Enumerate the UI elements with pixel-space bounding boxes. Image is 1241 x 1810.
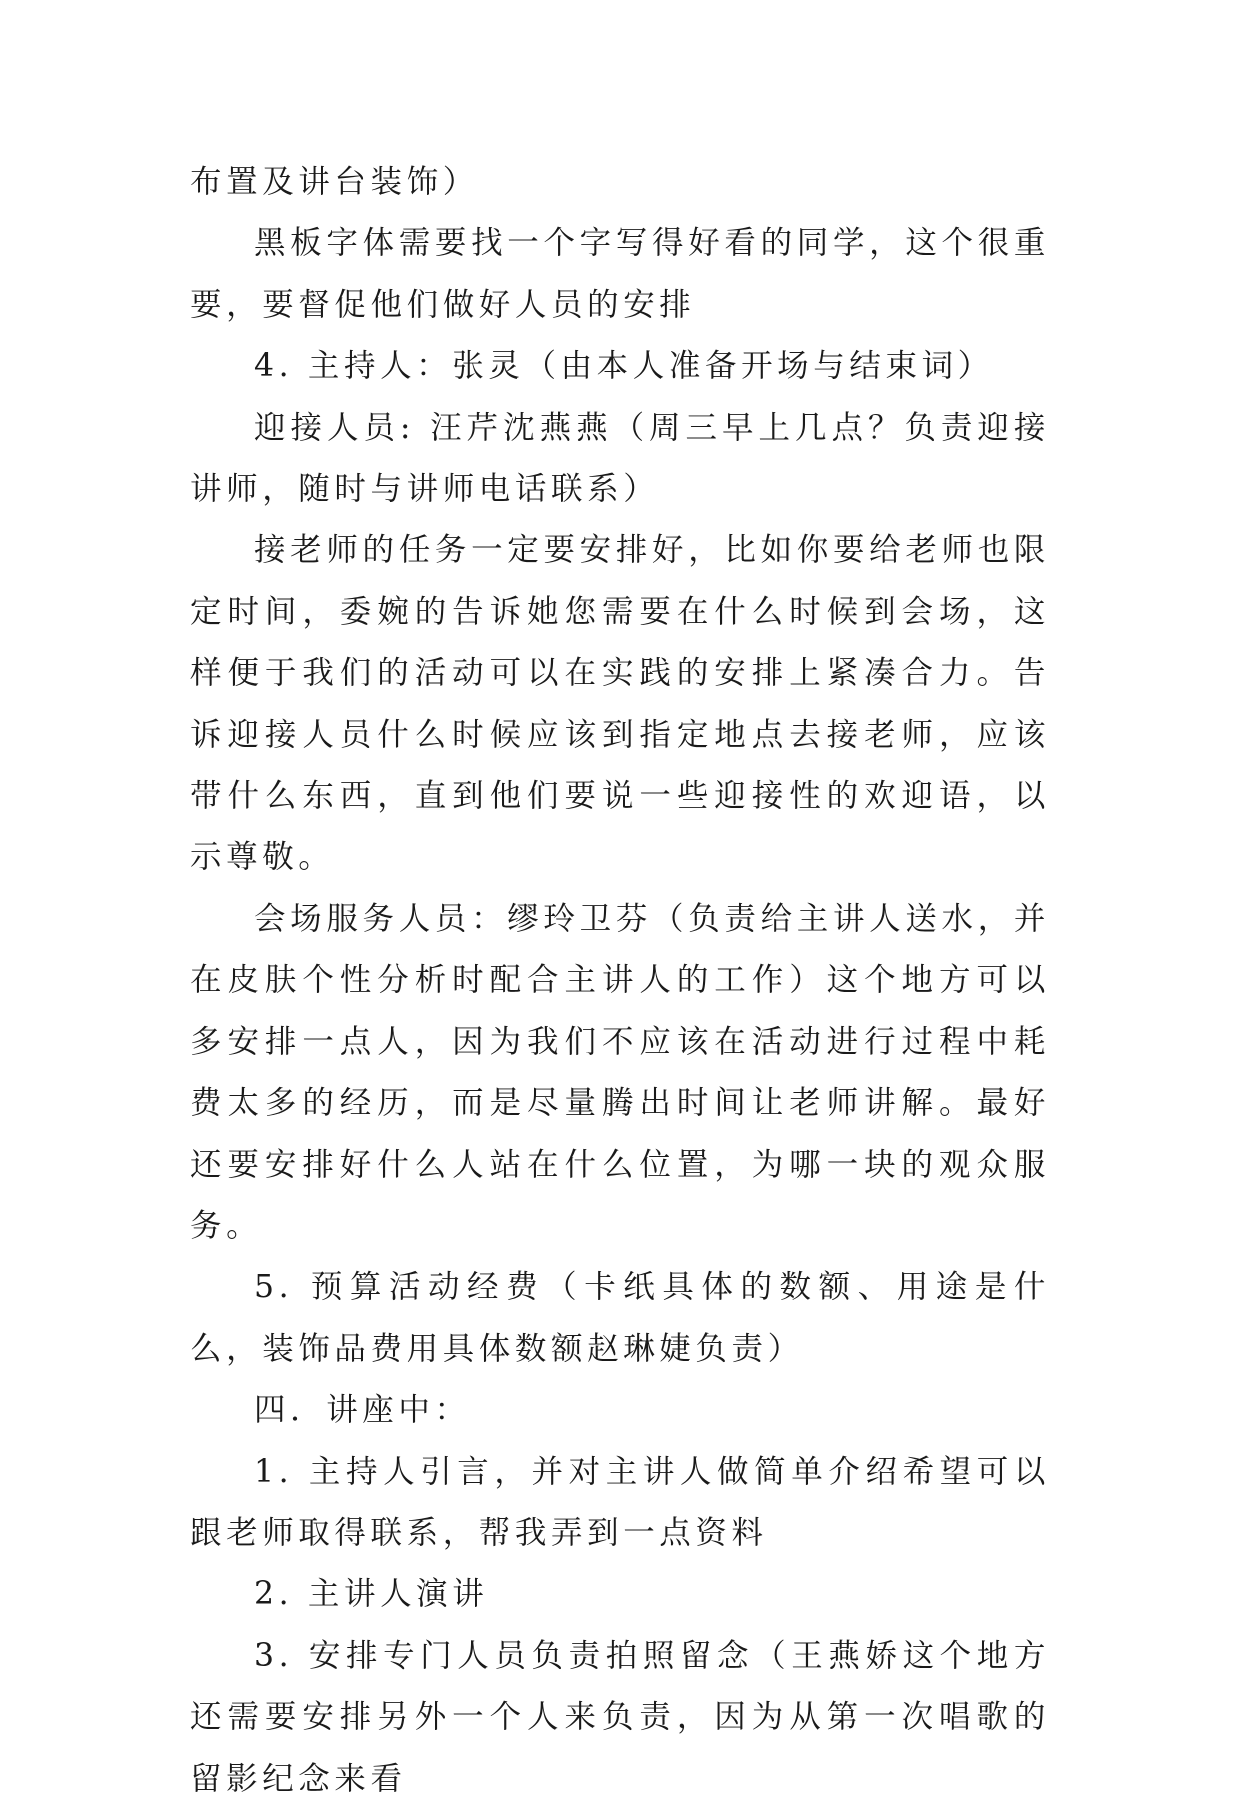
paragraph-2: 黑板字体需要找一个字写得好看的同学，这个很重要，要督促他们做好人员的安排 xyxy=(190,225,1050,323)
paragraph-5: 接老师的任务一定要安排好，比如你要给老师也限定时间，委婉的告诉她您需要在什么时候到会场，这样便于我们的活动可以在实践的安排上紧凑合力。告诉迎接人员什么时候应该到指定地点去接老师，应该带什么东西，直到他们要说一些迎接性的欢迎语，以示尊敬。 xyxy=(190,532,1050,876)
paragraph-4: 迎接人员: 汪芹沈燕燕（周三早上几点？负责迎接讲师，随时与讲师电话联系） xyxy=(190,409,1050,508)
paragraph-1: 布置及讲台装饰） xyxy=(190,164,479,200)
paragraph-7: 5. 预算活动经费（卡纸具体的数额、用途是什么，装饰品费用具体数额赵琳婕负责） xyxy=(190,1269,1050,1367)
paragraph-8: 四．讲座中： xyxy=(254,1392,471,1429)
paragraph-6: 会场服务人员：缪玲卫芬（负责给主讲人送水，并在皮肤个性分析时配合主讲人的工作）这个地方可以多安排一点人，因为我们不应该在活动进行过程中耗费太多的经历，而是尽量腾出时间让老师讲解。最好还要安排好什么人站在什么位置，为哪一块的观众服务。 xyxy=(190,900,1050,1244)
document-page xyxy=(190,152,1050,1810)
paragraph-11: 3. 安排专门人员负责拍照留念（王燕娇这个地方还需要安排另外一个人来负责，因为从第一次唱歌的留影纪念来看 xyxy=(190,1637,1050,1797)
paragraph-10: 2. 主讲人演讲 xyxy=(254,1576,489,1613)
paragraph-3: 4. 主持人：张灵（由本人准备开场与结束词） xyxy=(254,348,994,385)
paragraph-9: 1. 主持人引言，并对主讲人做简单介绍希望可以跟老师取得联系，帮我弄到一点资料 xyxy=(190,1453,1050,1551)
